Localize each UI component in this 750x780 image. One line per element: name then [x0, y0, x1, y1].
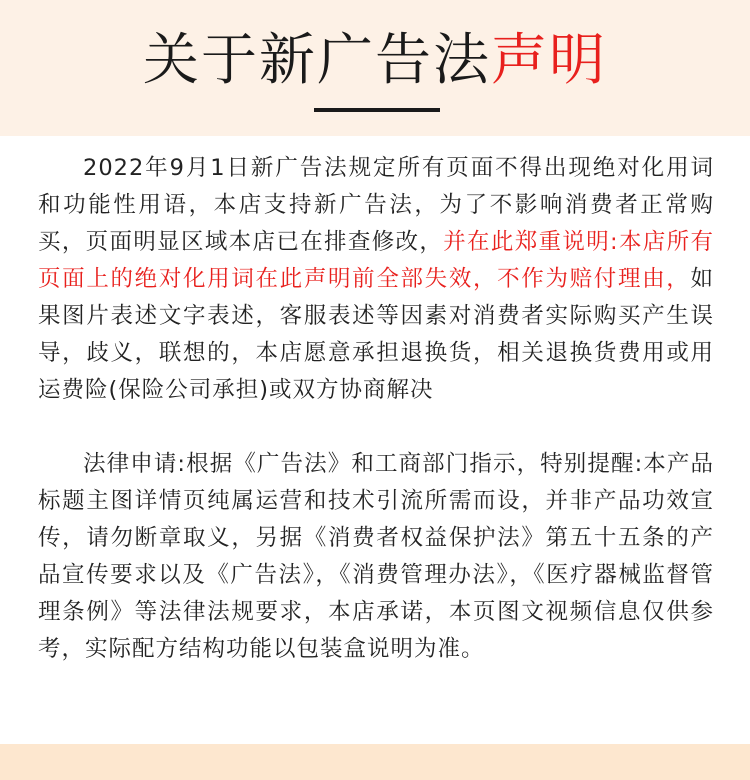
legal-text: 法律申请:根据《广告法》和工商部门指示，特别提醒:本产品标题主图详情页纯属运营和技术引流所需而设，并非产品功效宣传，请勿断章取义，另据《消费者权益保护法》第五十五条的产品宣传要求以及《广告法》，《消费管理办法》，《医疗器械监督管理条例》等法律法规要求，本店承诺，本页图文视频信息仅供参考，实际配方结构功能以包装盒说明为准。 — [38, 451, 714, 662]
footer-band — [0, 744, 750, 780]
notice-text-end: 如果图片表述文字表述，客服表述等因素对消费者实际购买产生误导，歧义，联想的，本店愿意承担退换货，相关退换货费用或用运费险(保险公司承担)或双方协商解决 — [38, 266, 714, 403]
title-main: 关于新广告法 — [143, 28, 491, 93]
statement-body — [38, 150, 714, 668]
notice-text-start: 2022年9月1日新广告法规定所有页面不得出现绝对化用词和功能性用语，本店支持新广告法，为了不影响消费者正常购买，页面明显区域本店已在排查修改， — [38, 155, 714, 255]
notice-highlight: 并在此郑重说明:本店所有页面上的绝对化用词在此声明前全部失效，不作为赔付理由， — [38, 229, 714, 292]
title-accent: 声明 — [491, 28, 607, 93]
title-underline — [314, 108, 440, 112]
paragraph-legal — [38, 446, 714, 668]
paragraph-notice — [38, 150, 714, 409]
header-band — [0, 0, 750, 136]
page-title — [0, 26, 750, 96]
